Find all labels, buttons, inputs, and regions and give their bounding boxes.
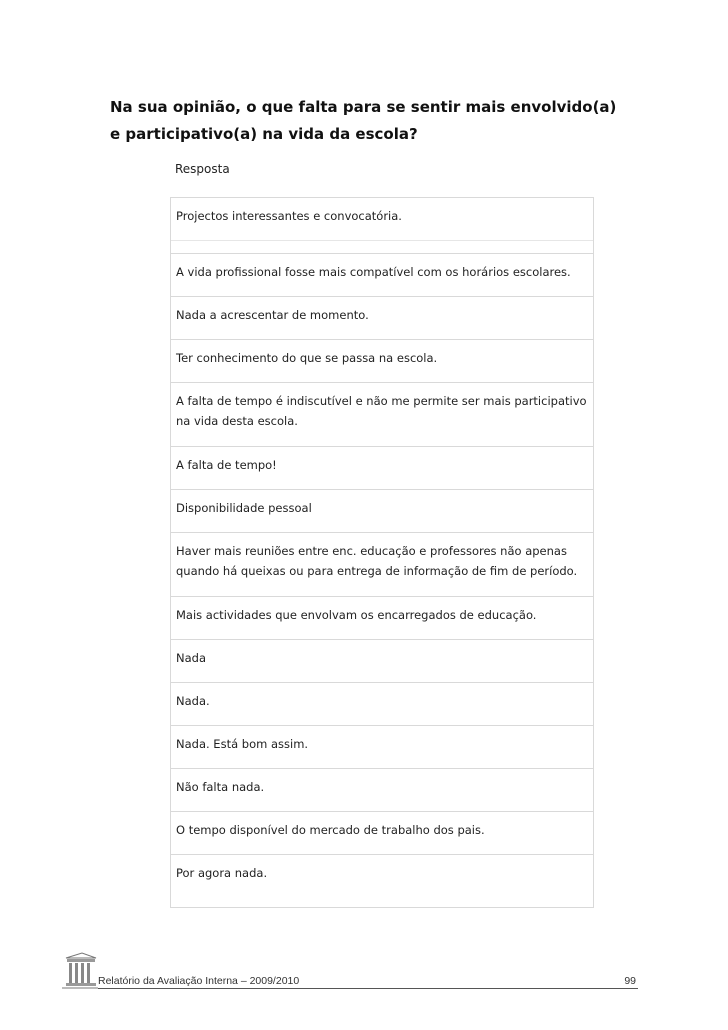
response-row: Por agora nada. bbox=[171, 854, 593, 907]
question-title: Na sua opinião, o que falta para se sentir mais envolvido(a) e participativo(a) na vida da escola? bbox=[110, 98, 617, 143]
responses-table bbox=[170, 197, 594, 908]
response-column-header: Resposta bbox=[175, 162, 230, 176]
response-row: Haver mais reuniões entre enc. educação e professores não apenas quando há queixas ou para entrega de informação de fim de período. bbox=[171, 532, 593, 596]
footer-rule bbox=[98, 988, 638, 989]
response-row: Mais actividades que envolvam os encarregados de educação. bbox=[171, 596, 593, 639]
page-number: 99 bbox=[624, 975, 636, 987]
footer-report-title: Relatório da Avaliação Interna – 2009/2010 bbox=[98, 975, 300, 987]
row-separator bbox=[171, 240, 593, 253]
response-row: Nada a acrescentar de momento. bbox=[171, 296, 593, 339]
response-row: Projectos interessantes e convocatória. bbox=[171, 197, 593, 240]
response-row: Não falta nada. bbox=[171, 768, 593, 811]
response-row: Nada bbox=[171, 639, 593, 682]
response-row: Nada. bbox=[171, 682, 593, 725]
response-row: O tempo disponível do mercado de trabalho dos pais. bbox=[171, 811, 593, 854]
response-row: Disponibilidade pessoal bbox=[171, 489, 593, 532]
page-footer bbox=[62, 950, 638, 990]
response-row: Ter conhecimento do que se passa na escola. bbox=[171, 339, 593, 382]
response-row: A falta de tempo é indiscutível e não me permite ser mais participativo na vida desta escola. bbox=[171, 382, 593, 446]
response-row: A falta de tempo! bbox=[171, 446, 593, 489]
response-row: Nada. Está bom assim. bbox=[171, 725, 593, 768]
response-row: A vida profissional fosse mais compatível com os horários escolares. bbox=[171, 253, 593, 296]
school-building-logo-icon bbox=[62, 950, 98, 990]
